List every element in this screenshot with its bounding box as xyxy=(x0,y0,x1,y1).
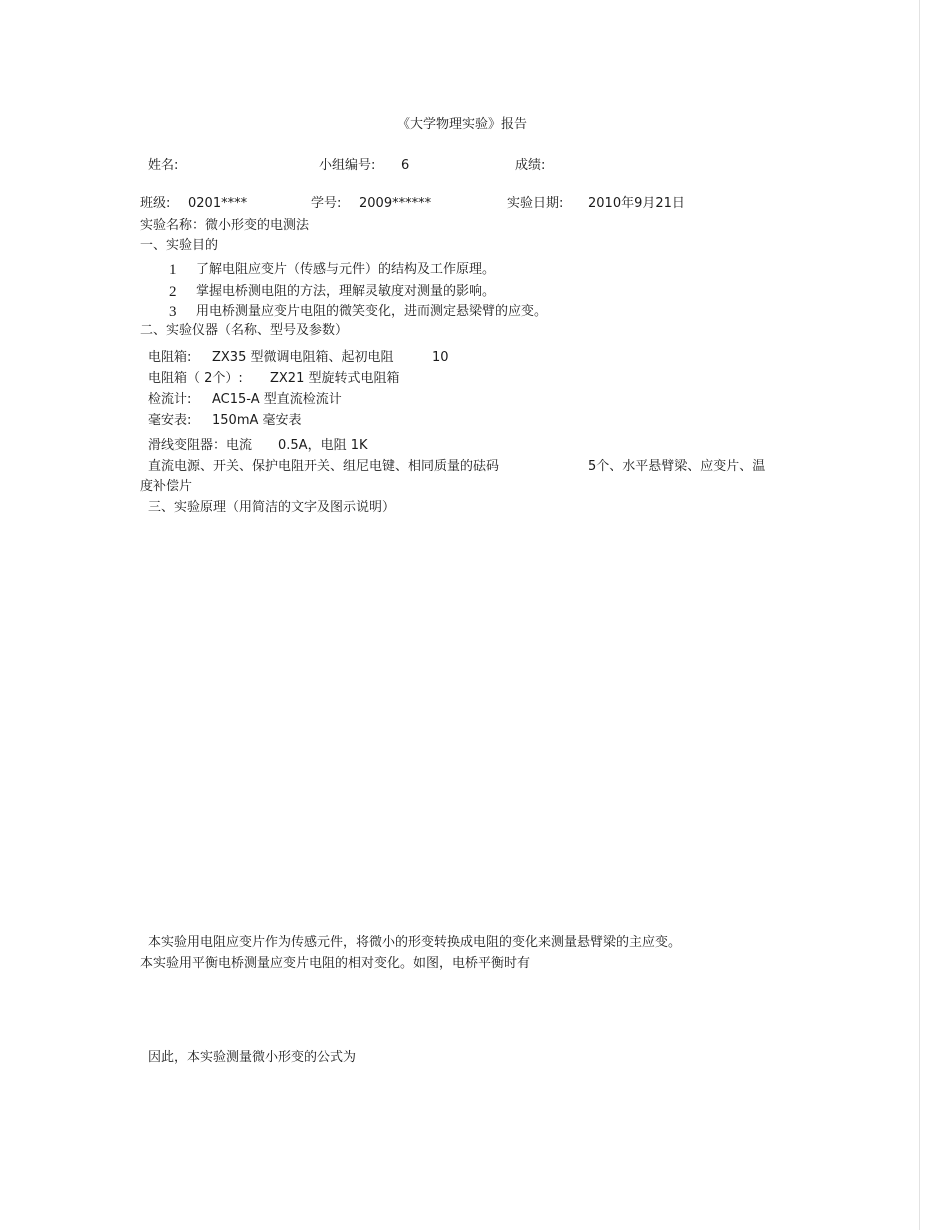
instrument-value: ZX21 型旋转式电阻箱 xyxy=(270,371,400,386)
student-id-label: 学号: xyxy=(311,196,342,211)
page-edge xyxy=(919,0,920,1230)
instrument-label: 滑线变阻器：电流 xyxy=(148,438,253,453)
section3-heading: 三、实验原理（用简洁的文字及图示说明） xyxy=(148,500,396,515)
objective-number: 1 xyxy=(169,262,177,278)
date-value: 2010年9月21日 xyxy=(588,196,685,211)
principle-paragraph: 本实验用平衡电桥测量应变片电阻的相对变化。如图，电桥平衡时有 xyxy=(140,956,531,971)
student-id-value: 2009****** xyxy=(359,196,432,211)
class-value: 0201**** xyxy=(188,196,248,211)
objective-number: 3 xyxy=(169,304,177,320)
instrument-label: 毫安表: xyxy=(148,413,192,428)
instrument-misc: 度补偿片 xyxy=(140,479,193,494)
objective-number: 2 xyxy=(169,284,177,300)
objective-item: 用电桥测量应变片电阻的微笑变化，进而测定悬梁臂的应变。 xyxy=(196,304,548,319)
group-value: 6 xyxy=(401,158,410,173)
instrument-misc: 5个、水平悬臂梁、应变片、温 xyxy=(588,459,766,474)
instrument-value: ZX35 型微调电阻箱、起初电阻 xyxy=(212,350,394,365)
class-label: 班级: xyxy=(140,196,171,211)
experiment-name: 实验名称：微小形变的电测法 xyxy=(140,218,310,233)
principle-paragraph: 本实验用电阻应变片作为传感元件，将微小的形变转换成电阻的变化来测量悬臂梁的主应变。 xyxy=(148,935,682,950)
section1-heading: 一、实验目的 xyxy=(140,238,219,253)
section2-heading: 二、实验仪器（名称、型号及参数） xyxy=(140,323,349,338)
objective-item: 了解电阻应变片（传感与元件）的结构及工作原理。 xyxy=(196,262,496,277)
score-label: 成绩: xyxy=(515,158,546,173)
instrument-misc: 直流电源、开关、保护电阻开关、组尼电键、相同质量的砝码 xyxy=(148,459,500,474)
name-label: 姓名: xyxy=(148,158,179,173)
principle-paragraph: 因此，本实验测量微小形变的公式为 xyxy=(148,1050,357,1065)
instrument-label: 电阻箱: xyxy=(148,350,192,365)
instrument-value: 150mA 毫安表 xyxy=(212,413,302,428)
instrument-label: 检流计: xyxy=(148,392,192,407)
report-title: 《大学物理实验》报告 xyxy=(397,117,528,132)
group-label: 小组编号: xyxy=(319,158,376,173)
instrument-value: 0.5A，电阻 1K xyxy=(278,438,368,453)
instrument-extra: 10 xyxy=(432,350,449,365)
objective-item: 掌握电桥测电阻的方法，理解灵敏度对测量的影响。 xyxy=(196,284,496,299)
instrument-value: AC15-A 型直流检流计 xyxy=(212,392,342,407)
date-label: 实验日期: xyxy=(507,196,564,211)
instrument-label: 电阻箱（ 2个）: xyxy=(148,371,243,386)
